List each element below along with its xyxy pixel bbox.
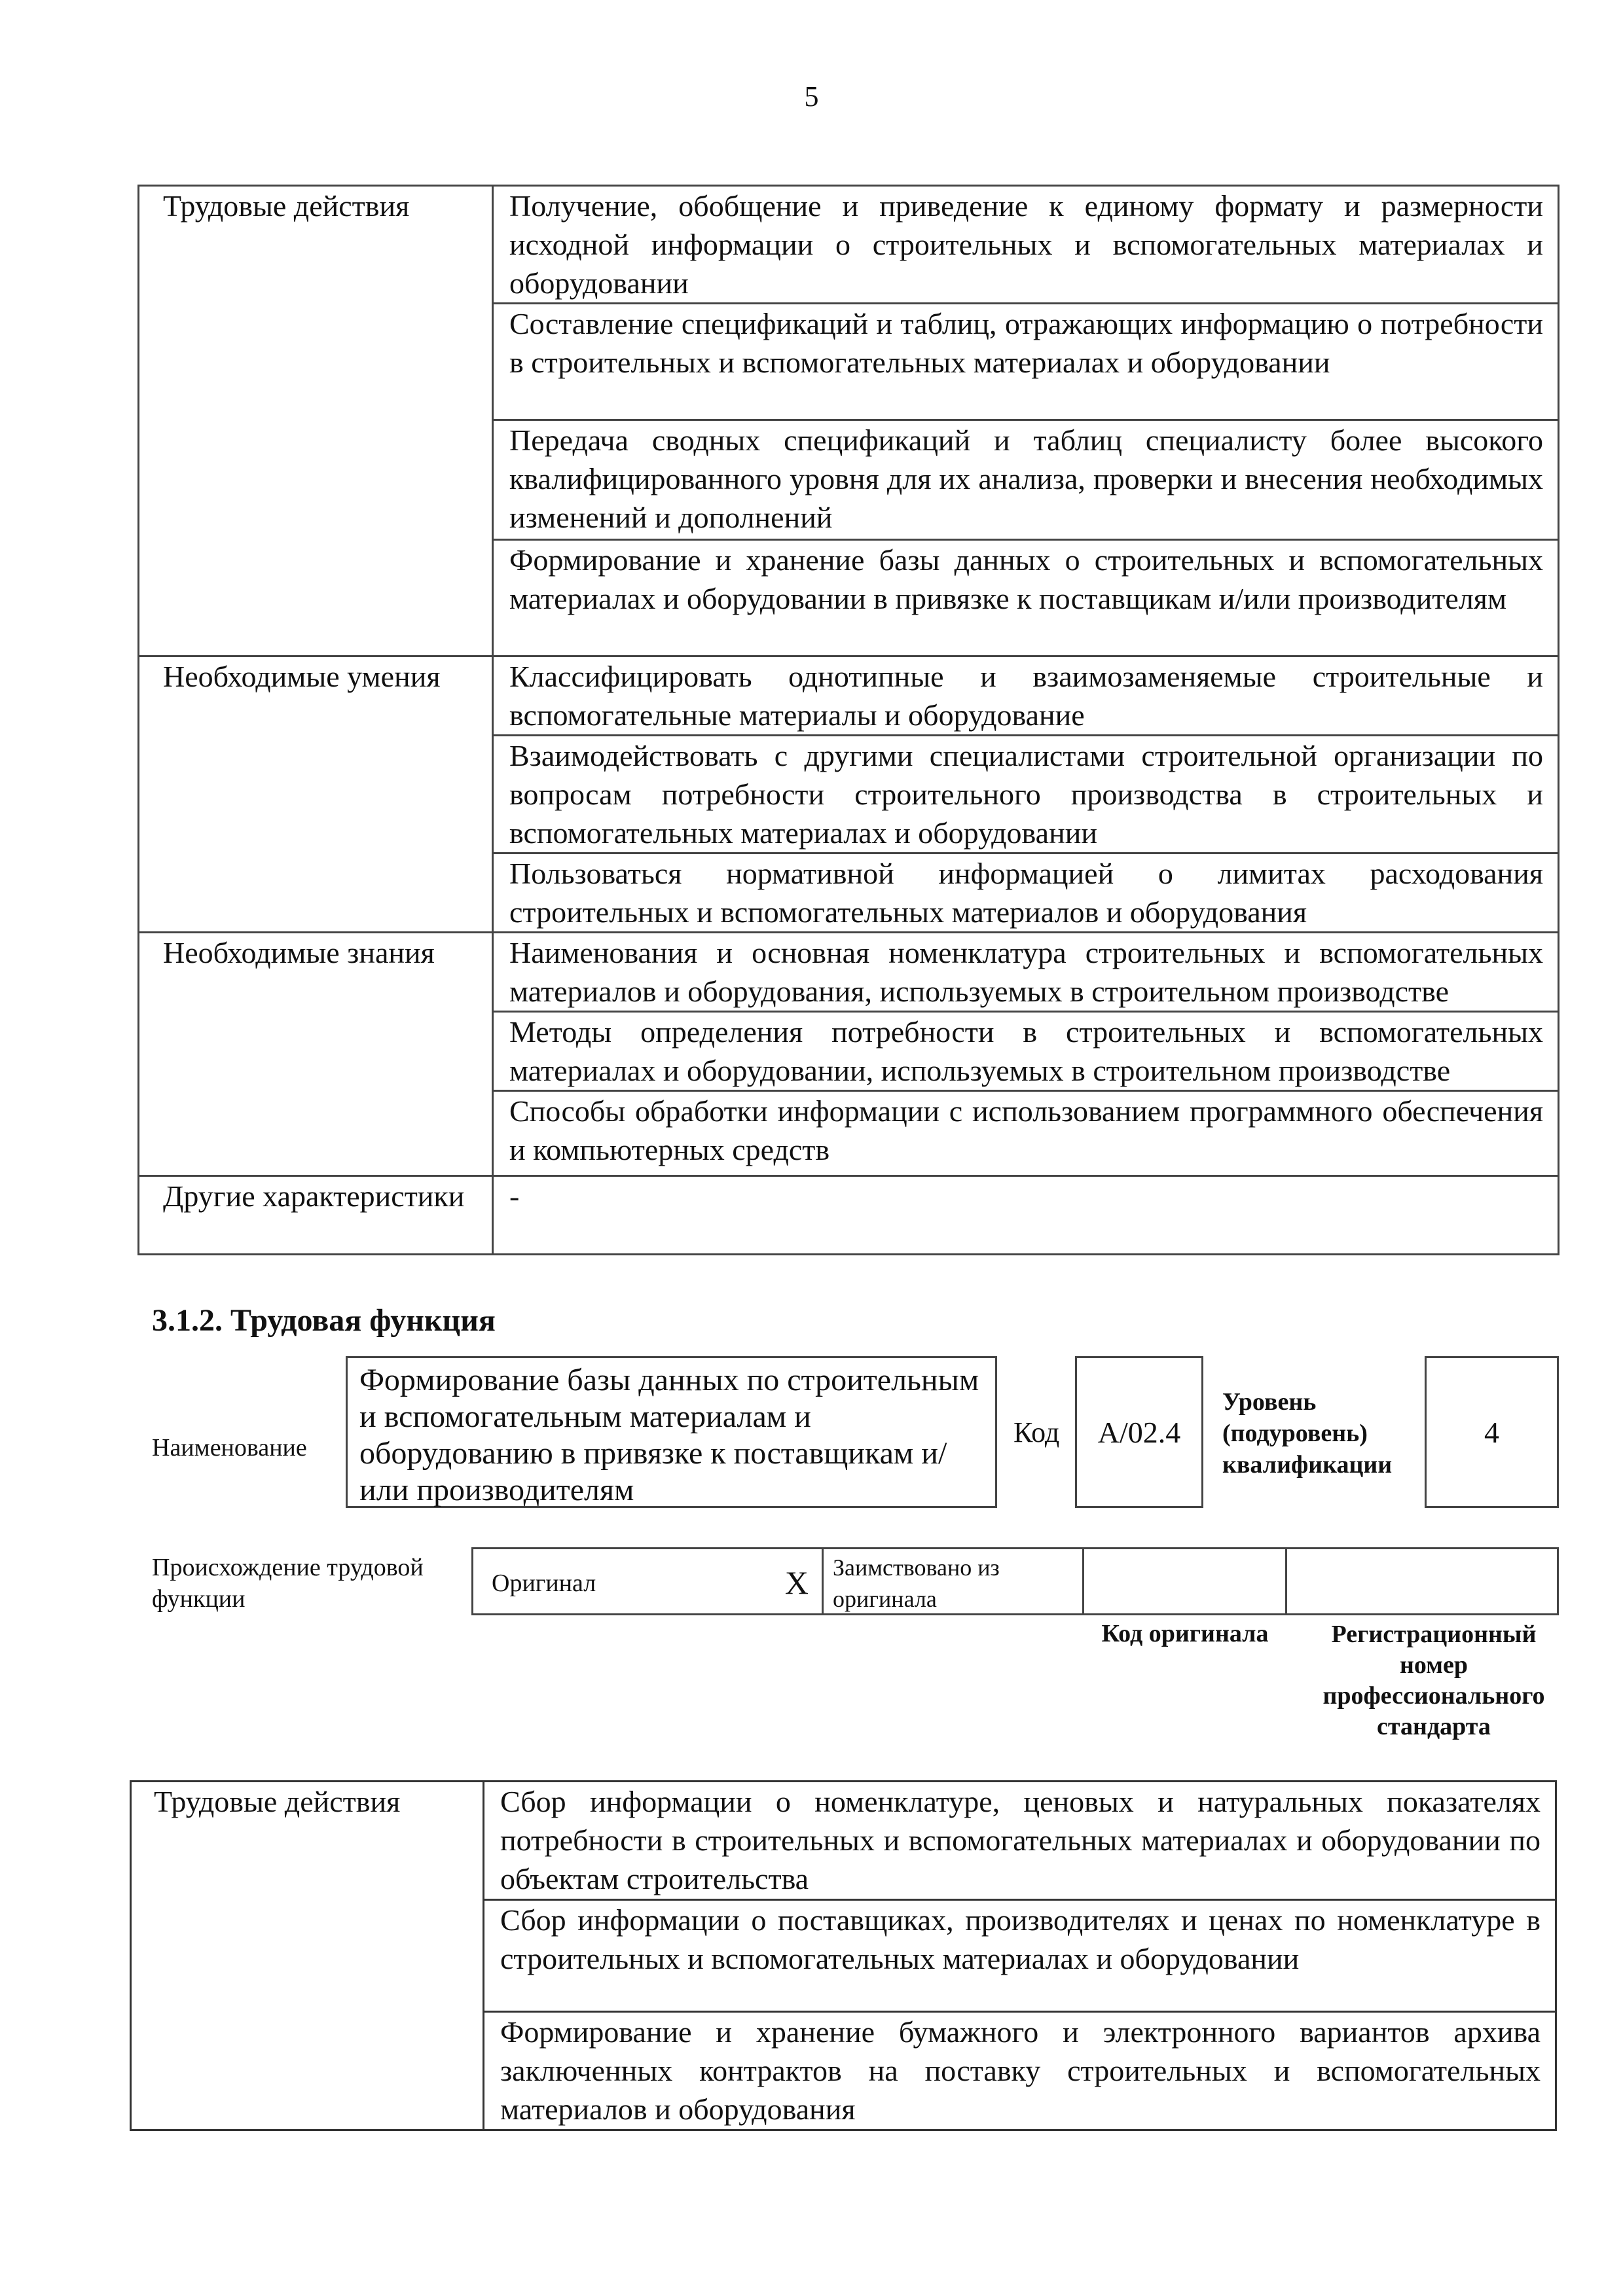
other-characteristics-value: - bbox=[493, 1176, 1559, 1255]
qualification-level-box: 4 bbox=[1425, 1356, 1559, 1508]
labor-function-1-table bbox=[137, 185, 1559, 1255]
labor-action-item: Сбор информации о поставщиках, производителях и ценах по номенклатуре в строительных и вспомогательных материалах и оборудовании bbox=[484, 1900, 1556, 2012]
function-name-box: Формирование базы данных по строительным и вспомогательным материалам и оборудованию в привязке к поставщикам и/или производителям bbox=[346, 1356, 997, 1508]
borrowed-label: Заимствовано из оригинала bbox=[833, 1554, 1000, 1612]
skill-item: Пользоваться нормативной информацией о лимитах расходования строительных и вспомогательных материалов и оборудования bbox=[493, 853, 1559, 933]
section-heading: 3.1.2. Трудовая функция bbox=[152, 1303, 496, 1338]
reg-number-cell bbox=[1287, 1549, 1557, 1613]
page-number: 5 bbox=[804, 81, 819, 113]
borrowed-cell bbox=[824, 1549, 1084, 1613]
skills-label: Необходимые умения bbox=[139, 656, 493, 933]
skill-item: Взаимодействовать с другими специалистами строительной организации по вопросам потребности строительного производства в строительных и вспомогательных материалах и оборудовании bbox=[493, 736, 1559, 853]
original-code-cell bbox=[1084, 1549, 1287, 1613]
labor-action-item: Сбор информации о номенклатуре, ценовых и натуральных показателях потребности в строительных и вспомогательных материалах и оборудовании по объектам строительства bbox=[484, 1782, 1556, 1900]
original-cell bbox=[473, 1549, 824, 1613]
labor-actions-label: Трудовые действия bbox=[139, 186, 493, 656]
labor-function-2-table bbox=[130, 1780, 1557, 2131]
code-label: Код bbox=[1013, 1416, 1060, 1448]
knowledge-item: Способы обработки информации с использованием программного обеспечения и компьютерных средств bbox=[493, 1091, 1559, 1176]
labor-actions-label: Трудовые действия bbox=[131, 1782, 484, 2130]
origin-label: Происхождение трудовой функции bbox=[152, 1554, 424, 1613]
original-mark: X bbox=[784, 1564, 809, 1601]
qualification-level-label: Уровень (подуровень) квалификации bbox=[1222, 1388, 1393, 1479]
labor-action-item: Формирование и хранение базы данных о строительных и вспомогательных материалах и оборудовании в привязке к поставщикам и/или производителям bbox=[493, 540, 1559, 656]
labor-action-item: Передача сводных спецификаций и таблиц специалисту более высокого квалифицированного уровня для их анализа, проверки и внесения необходимых изменений и дополнений bbox=[493, 420, 1559, 540]
knowledge-label: Необходимые знания bbox=[139, 933, 493, 1176]
other-characteristics-label: Другие характеристики bbox=[139, 1176, 493, 1255]
knowledge-item: Методы определения потребности в строительных и вспомогательных материалах и оборудовании, используемых в строительном производстве bbox=[493, 1012, 1559, 1091]
labor-action-item: Получение, обобщение и приведение к единому формату и размерности исходной информации о строительных и вспомогательных материалах и оборудовании bbox=[493, 186, 1559, 304]
name-label: Наименование bbox=[152, 1434, 307, 1462]
function-code-box: A/02.4 bbox=[1075, 1356, 1203, 1508]
original-label: Оригинал bbox=[492, 1570, 596, 1597]
knowledge-item: Наименования и основная номенклатура строительных и вспомогательных материалов и оборудования, используемых в строительном производстве bbox=[493, 933, 1559, 1012]
skill-item: Классифицировать однотипные и взаимозаменяемые строительные и вспомогательные материалы и оборудование bbox=[493, 656, 1559, 736]
labor-action-item: Составление спецификаций и таблиц, отражающих информацию о потребности в строительных и вспомогательных материалах и оборудовании bbox=[493, 304, 1559, 420]
reg-number-caption: Регистрационный номер профессионального стандарта bbox=[1322, 1621, 1545, 1740]
original-code-caption: Код оригинала bbox=[1101, 1620, 1269, 1647]
origin-row bbox=[471, 1547, 1559, 1615]
labor-action-item: Формирование и хранение бумажного и электронного вариантов архива заключенных контрактов на поставку строительных и вспомогательных материалов и оборудования bbox=[484, 2012, 1556, 2130]
